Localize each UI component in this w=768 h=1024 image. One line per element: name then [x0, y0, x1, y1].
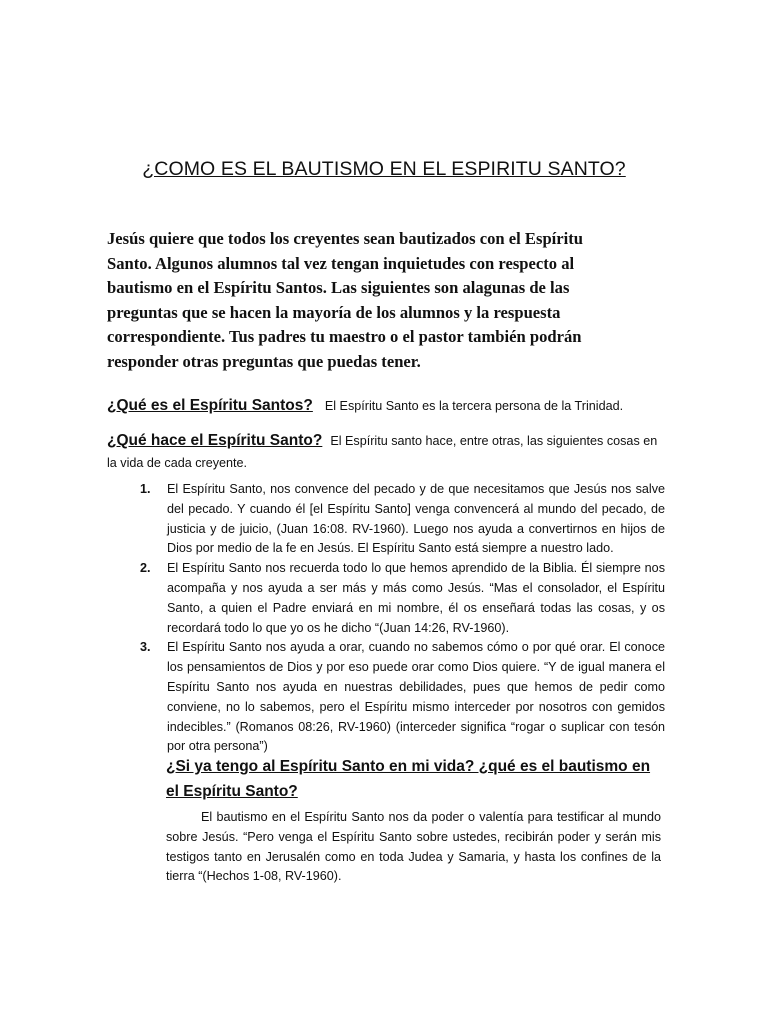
question-1-heading: ¿Qué es el Espíritu Santos?	[107, 397, 313, 414]
list-item-text: El Espíritu Santo nos ayuda a orar, cuando no sabemos cómo o por qué orar. El conoce los pensamientos de Dios y por eso puede orar como Dios quiere. “Y de igual manera el Espíritu Santo nos ayuda en nuestras debilidades, pues que hemos de pedir como conviene, no lo sabemos, pero el Espíritu mismo interceder por nosotros con gemidos indecibles.” (Romanos 08:26, RV-1960) (interceder significa “rogar o suplicar con tesón por otra persona”)	[167, 640, 665, 754]
list-item	[140, 559, 665, 638]
list-item	[140, 480, 665, 559]
list-item	[140, 638, 665, 757]
list-item-text: El Espíritu Santo, nos convence del pecado y de que necesitamos que Jesús nos salve del pecado. Y cuando él [el Espíritu Santo] venga convencerá al mundo del pecado, de justicia y de juicio, (Juan 16:08. RV-1960). Luego nos ayuda a convertirnos en hijos de Dios por medio de la fe en Jesús. El Espíritu Santo está siempre a nuestro lado.	[167, 482, 665, 556]
intro-line: bautismo en el Espíritu Santos. Las siguientes son alagunas de las	[107, 278, 570, 298]
intro-paragraph	[107, 227, 667, 375]
list-item-number: 3.	[140, 640, 151, 655]
numbered-list	[140, 480, 665, 757]
question-2-answer: El Espíritu santo hace, entre otras, las siguientes cosas en la vida de cada creyente.	[107, 434, 658, 470]
page-title: ¿COMO ES EL BAUTISMO EN EL ESPIRITU SANTO?	[142, 158, 626, 180]
question-2-block	[107, 430, 667, 474]
question-1-answer: El Espíritu Santo es la tercera persona de la Trinidad.	[324, 399, 624, 413]
question-1-block	[107, 397, 623, 415]
question-3-heading: ¿Si ya tengo al Espíritu Santo en mi vida? ¿qué es el bautismo en el Espíritu Santo?	[166, 758, 651, 800]
intro-line: preguntas que se hacen la mayoría de los alumnos y la respuesta	[107, 302, 561, 322]
intro-line: Jesús quiere que todos los creyentes sean bautizados con el Espíritu	[107, 229, 584, 248]
list-item-number: 1.	[140, 482, 151, 496]
question-3-answer: El bautismo en el Espíritu Santo nos da poder o valentía para testificar al mundo sobre Jesús. “Pero venga el Espíritu Santo sobre ustedes, recibirán poder y serán mis testigos tanto en Jerusalén como en toda Judea y Samaria, y hasta los confines de la tierra “(Hechos 1-08, RV-1960).	[166, 810, 661, 884]
list-item-number: 2.	[140, 561, 151, 576]
intro-line: responder otras preguntas que puedas tener.	[107, 351, 421, 371]
intro-line: Santo. Algunos alumnos tal vez tengan inquietudes con respecto al	[107, 253, 575, 273]
question-2-heading: ¿Qué hace el Espíritu Santo?	[107, 432, 323, 449]
list-item-text: El Espíritu Santo nos recuerda todo lo que hemos aprendido de la Biblia. Él siempre nos acompaña y nos ayuda a ser más y más como Jesús. “Mas el consolador, el Espíritu Santo, a quien el Padre enviará en mi nombre, él os enseñará todas las cosas, y os recordará todo lo que yo os he dicho “(Juan 14:26, RV-1960).	[167, 561, 665, 635]
intro-line: correspondiente. Tus padres tu maestro o el pastor también podrán	[107, 327, 582, 347]
